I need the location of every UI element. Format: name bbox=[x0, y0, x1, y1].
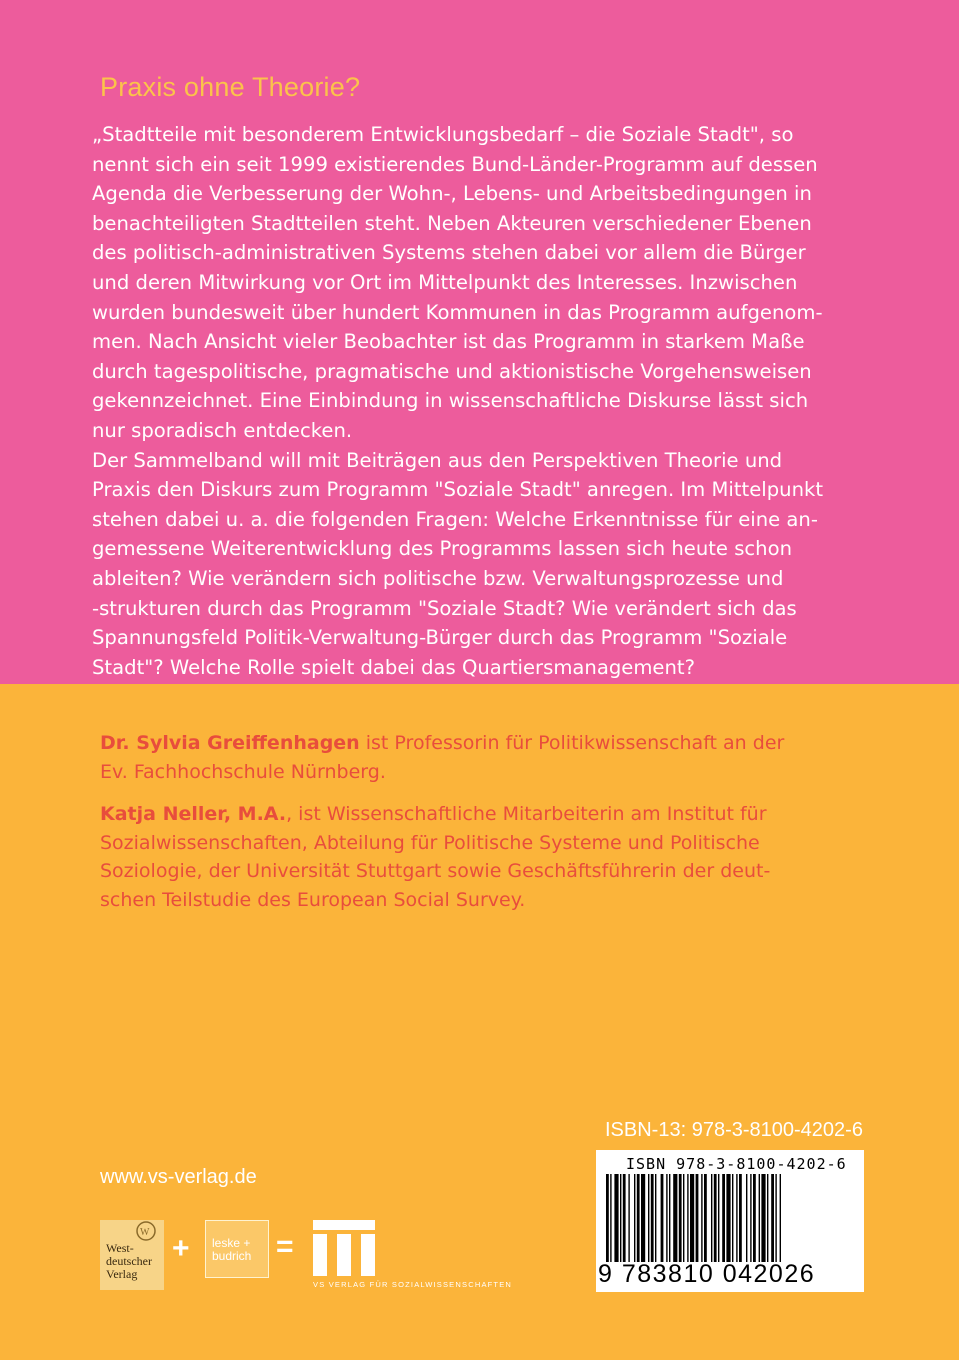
blurb-line: nur sporadisch entdecken. bbox=[92, 418, 353, 442]
blurb-text bbox=[92, 120, 862, 682]
author-bios bbox=[100, 729, 860, 928]
barcode-bar bbox=[759, 1174, 760, 1262]
barcode-bar bbox=[711, 1174, 712, 1262]
barcode bbox=[596, 1150, 864, 1292]
barcode-bar bbox=[651, 1174, 654, 1262]
barcode-bar bbox=[606, 1174, 609, 1262]
blurb-line: Spannungsfeld Politik-Verwaltung-Bürger durch das Programm "Soziale bbox=[92, 626, 788, 650]
barcode-bar bbox=[666, 1174, 667, 1262]
barcode-bar bbox=[714, 1174, 717, 1262]
blurb-line: gemessene Weiterentwicklung des Programms lassen sich heute schon bbox=[92, 537, 793, 561]
blurb-line: gekennzeichnet. Eine Einbindung in wissenschaftliche Diskurse lässt sich bbox=[92, 389, 809, 413]
barcode-bar bbox=[739, 1174, 742, 1262]
blurb-line: Agenda die Verbesserung der Wohn-, Lebens- und Arbeitsbedingungen in bbox=[92, 182, 812, 206]
barcode-bar bbox=[628, 1174, 629, 1262]
author-name: Dr. Sylvia Greiffenhagen bbox=[100, 732, 360, 754]
vs-verlag-label: VS VERLAG FÜR SOZIALWISSENSCHAFTEN bbox=[313, 1280, 513, 1289]
wv-logo-text: West- deutscher Verlag bbox=[106, 1241, 152, 1281]
barcode-bar bbox=[701, 1174, 702, 1262]
cover-heading: Praxis ohne Theorie? bbox=[100, 72, 361, 102]
blurb-line: wurden bundesweit über hundert Kommunen in das Programm aufgenom- bbox=[92, 300, 823, 324]
barcode-bar bbox=[732, 1174, 733, 1262]
barcode-bar bbox=[746, 1174, 747, 1262]
barcode-bar bbox=[610, 1174, 611, 1262]
barcode-bar bbox=[718, 1174, 719, 1262]
barcode-bar bbox=[690, 1174, 694, 1262]
barcode-bars bbox=[604, 1174, 856, 1262]
blurb-line: Der Sammelband will mit Beiträgen aus den Perspektiven Theorie und bbox=[92, 448, 783, 472]
author-bio-line: Sozialwissenschaften, Abteilung für Politische Systeme und Politische bbox=[100, 831, 760, 854]
barcode-bar bbox=[726, 1174, 730, 1262]
barcode-bar bbox=[696, 1174, 699, 1262]
author-bio-line: Soziologie, der Universität Stuttgart sowie Geschäftsführerin der deut- bbox=[100, 860, 771, 882]
blurb-line: men. Nach Ansicht vieler Beobachter ist das Programm in starkem Maße bbox=[92, 330, 805, 354]
westdeutscher-verlag-logo bbox=[100, 1220, 164, 1290]
barcode-bar bbox=[775, 1174, 776, 1262]
blurb-line: „Stadtteile mit besonderem Entwicklungsbedarf – die Soziale Stadt", so bbox=[92, 123, 794, 146]
barcode-bar bbox=[634, 1174, 635, 1262]
author-bio-text: , ist Wissenschaftliche Mitarbeiterin am Institut für bbox=[286, 803, 767, 825]
barcode-bar bbox=[750, 1174, 751, 1262]
barcode-bar bbox=[637, 1174, 640, 1262]
barcode-bar bbox=[753, 1174, 756, 1262]
barcode-bar bbox=[620, 1174, 621, 1262]
author-bio-line: schen Teilstudie des European Social Survey. bbox=[100, 888, 526, 911]
barcode-bar bbox=[736, 1174, 737, 1262]
blurb-line: und deren Mitwirkung vor Ort im Mittelpunkt des Interesses. Inzwischen bbox=[92, 270, 798, 294]
isbn-label: ISBN-13: 978-3-8100-4202-6 bbox=[605, 1119, 863, 1141]
blurb-line: des politisch-administrativen Systems stehen dabei vor allem die Bürger bbox=[92, 241, 806, 265]
barcode-bar bbox=[648, 1174, 649, 1262]
svg-text:W: W bbox=[140, 1227, 150, 1238]
barcode-bar bbox=[761, 1174, 765, 1262]
barcode-bar bbox=[767, 1174, 768, 1262]
barcode-bar bbox=[673, 1174, 677, 1262]
barcode-bar bbox=[704, 1174, 707, 1262]
vs-verlag-logo-icon bbox=[313, 1220, 375, 1276]
barcode-bar bbox=[683, 1174, 684, 1262]
plus-sign: + bbox=[172, 1232, 190, 1265]
barcode-bar bbox=[679, 1174, 682, 1262]
blurb-line: nennt sich ein seit 1999 existierendes Bund-Länder-Programm auf dessen bbox=[92, 152, 818, 176]
author-bio bbox=[100, 729, 860, 786]
blurb-line: Stadt"? Welche Rolle spielt dabei das Quartiersmanagement? bbox=[92, 655, 695, 679]
blurb-line: -strukturen durch das Programm "Soziale Stadt? Wie verändert sich das bbox=[92, 596, 797, 620]
barcode-bar bbox=[771, 1174, 774, 1262]
barcode-bar bbox=[641, 1174, 645, 1262]
barcode-bar bbox=[661, 1174, 664, 1262]
blurb-line: stehen dabei u. a. die folgenden Fragen: Welche Erkenntnisse für eine an- bbox=[92, 507, 818, 531]
barcode-bar bbox=[669, 1174, 670, 1262]
barcode-bar bbox=[722, 1174, 725, 1262]
author-bio bbox=[100, 800, 860, 914]
barcode-bar bbox=[655, 1174, 656, 1262]
barcode-bar bbox=[687, 1174, 688, 1262]
blurb-line: Praxis den Diskurs zum Programm "Soziale Stadt" anregen. Im Mittelpunkt bbox=[92, 478, 824, 502]
leske-budrich-logo bbox=[205, 1220, 269, 1278]
author-bio-text: ist Professorin für Politikwissenschaft an der bbox=[359, 732, 785, 754]
barcode-bar bbox=[780, 1174, 781, 1262]
barcode-bar bbox=[614, 1174, 618, 1262]
blurb-line: durch tagespolitische, pragmatische und aktionistische Vorgehensweisen bbox=[92, 359, 812, 383]
barcode-isbn-line: ISBN 978-3-8100-4202-6 bbox=[626, 1155, 847, 1173]
barcode-bar bbox=[623, 1174, 626, 1262]
barcode-digits: 9 783810 042026 bbox=[598, 1260, 816, 1288]
equals-sign: = bbox=[276, 1230, 294, 1263]
lb-logo-text: leske + budrich bbox=[212, 1236, 252, 1263]
author-name: Katja Neller, M.A. bbox=[100, 803, 287, 825]
blurb-line: benachteiligten Stadtteilen steht. Neben Akteuren verschiedener Ebenen bbox=[92, 211, 812, 235]
blurb-line: ableiten? Wie verändern sich politische bzw. Verwaltungsprozesse und bbox=[92, 566, 784, 590]
author-bio-line: Ev. Fachhochschule Nürnberg. bbox=[100, 760, 386, 783]
publisher-website: www.vs-verlag.de bbox=[100, 1166, 257, 1188]
